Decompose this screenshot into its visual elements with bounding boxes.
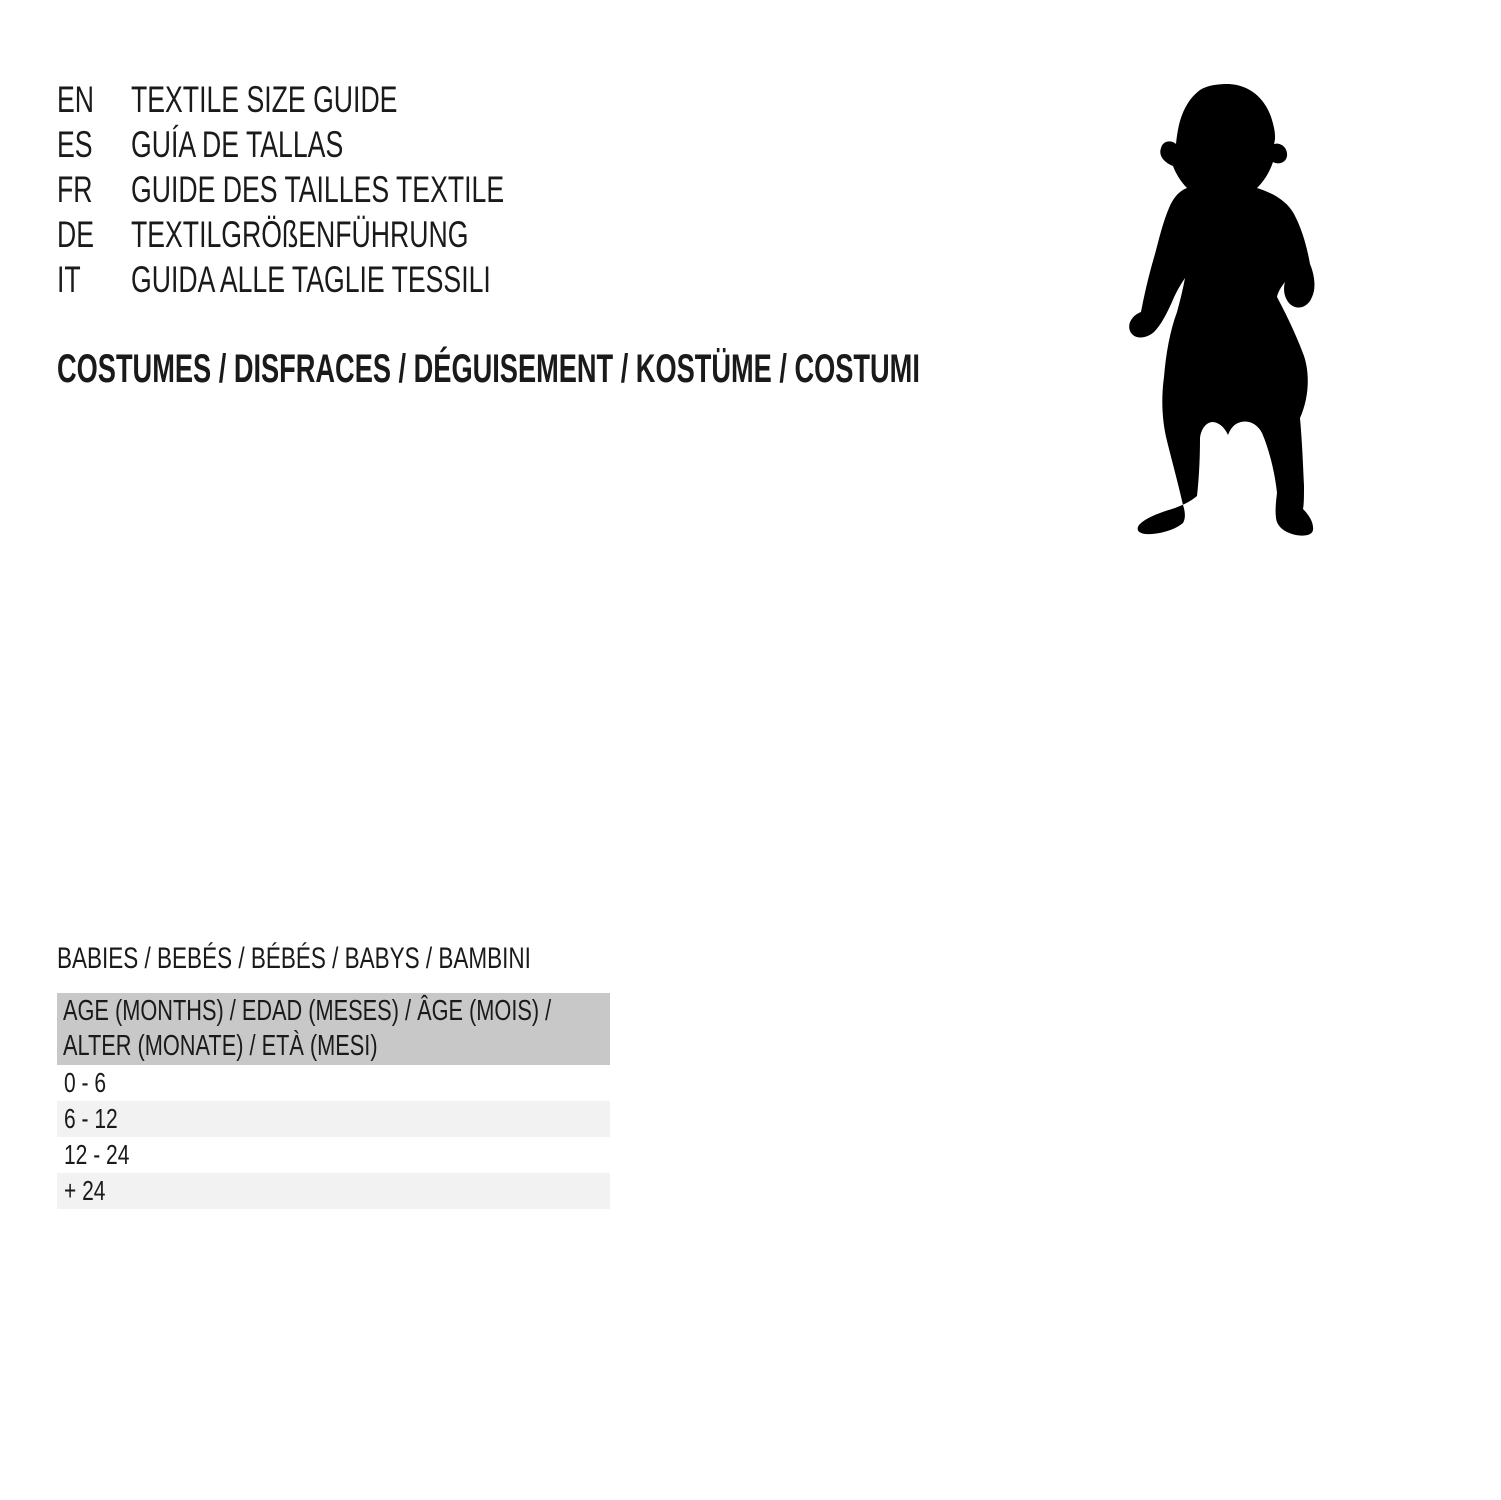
section-title-babies — [57, 941, 689, 977]
language-row-es — [57, 122, 649, 167]
baby-silhouette-icon — [1126, 82, 1317, 540]
language-code — [57, 167, 131, 212]
language-label — [131, 257, 649, 302]
table-cell-text: 0 - 6 — [64, 1067, 107, 1098]
language-label — [131, 212, 649, 257]
language-code-text: IT — [57, 259, 81, 300]
language-row-en — [57, 77, 649, 122]
language-code-text: EN — [57, 79, 95, 120]
section-title-text: BABIES / BEBÉS / BÉBÉS / BABYS / BAMBINI — [57, 942, 531, 975]
table-cell-text: + 24 — [64, 1175, 106, 1206]
language-label-text: GUIDE DES TAILLES TEXTILE — [131, 169, 505, 210]
table-row-age-24-plus — [57, 1173, 610, 1209]
language-label — [131, 167, 649, 212]
language-code-text: FR — [57, 169, 93, 210]
language-label-text: GUÍA DE TALLAS — [131, 124, 344, 165]
language-label-text: GUIDA ALLE TAGLIE TESSILI — [131, 259, 491, 300]
language-label — [131, 77, 649, 122]
language-row-de — [57, 212, 649, 257]
language-code-text: DE — [57, 214, 95, 255]
table-row-age-12-24 — [57, 1137, 610, 1173]
language-label — [131, 122, 649, 167]
babies-size-table — [57, 993, 610, 1209]
language-row-fr — [57, 167, 649, 212]
language-code — [57, 77, 131, 122]
language-label-text: TEXTILE SIZE GUIDE — [131, 79, 398, 120]
table-cell-text: 12 - 24 — [64, 1139, 130, 1170]
language-code — [57, 257, 131, 302]
language-code — [57, 212, 131, 257]
language-code — [57, 122, 131, 167]
language-code-text: ES — [57, 124, 93, 165]
table-header-line2: ALTER (MONATE) / ETÀ (MESI) — [63, 1030, 378, 1062]
language-row-it — [57, 257, 649, 302]
table-row-age-6-12 — [57, 1101, 610, 1137]
language-title-list — [57, 77, 649, 302]
table-cell-text: 6 - 12 — [64, 1103, 118, 1134]
table-header-age — [57, 993, 610, 1065]
table-row-age-0-6 — [57, 1065, 610, 1101]
language-label-text: TEXTILGRÖßENFÜHRUNG — [131, 214, 469, 255]
category-title-text: COSTUMES / DISFRACES / DÉGUISEMENT / KOSTÜME / COSTUMI — [57, 347, 920, 391]
table-header-line1: AGE (MONTHS) / EDAD (MESES) / ÂGE (MOIS) / — [63, 995, 552, 1027]
baby-silhouette-figure — [1126, 82, 1317, 540]
